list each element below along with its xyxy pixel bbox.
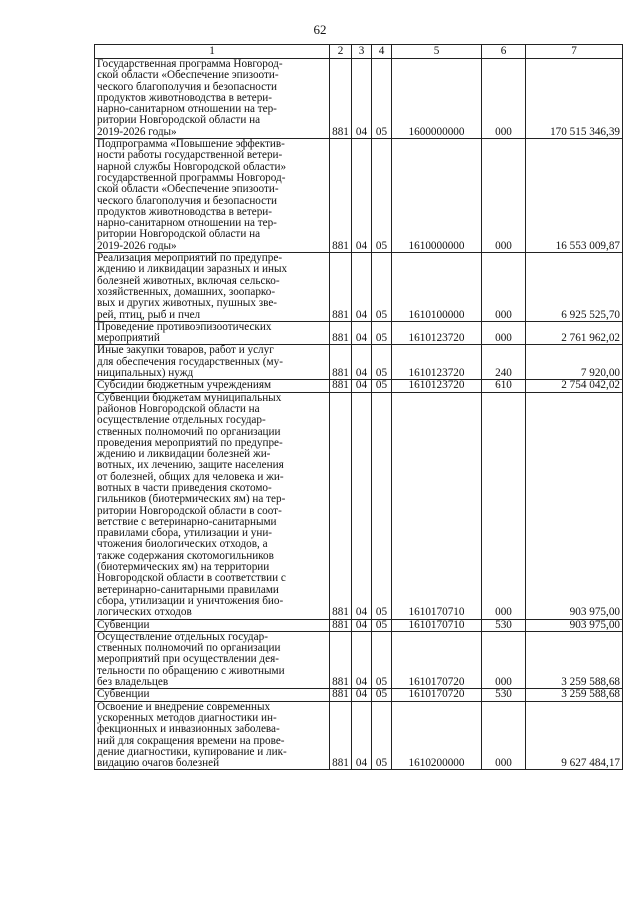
row-subsection: 05 (372, 689, 392, 701)
row-target-code: 1610170710 (392, 392, 482, 619)
row-section: 04 (352, 619, 372, 631)
header-col-2: 2 (330, 45, 352, 59)
row-name: Осуществление отдельных государ- ственных полномочий по организации мероприятий при осуществлении дея- тельности по обращению с животными без владельцев (95, 631, 330, 688)
row-section: 04 (352, 380, 372, 392)
header-row (95, 45, 623, 59)
row-target-code: 1600000000 (392, 59, 482, 139)
row-subsection: 05 (372, 392, 392, 619)
row-admin-code: 881 (330, 139, 352, 253)
row-section: 04 (352, 321, 372, 345)
header-col-1: 1 (95, 45, 330, 59)
header-col-3: 3 (352, 45, 372, 59)
row-target-code: 1610123720 (392, 345, 482, 380)
row-expense-type: 530 (482, 619, 526, 631)
table-row (95, 253, 623, 322)
row-admin-code: 881 (330, 253, 352, 322)
row-amount: 903 975,00 (526, 619, 623, 631)
table-row (95, 345, 623, 380)
table-row (95, 321, 623, 345)
row-target-code: 1610170720 (392, 689, 482, 701)
row-amount: 3 259 588,68 (526, 631, 623, 688)
row-amount: 2 761 962,02 (526, 321, 623, 345)
row-subsection: 05 (372, 321, 392, 345)
row-admin-code: 881 (330, 701, 352, 770)
row-amount: 903 975,00 (526, 392, 623, 619)
row-target-code: 1610123720 (392, 380, 482, 392)
row-admin-code: 881 (330, 380, 352, 392)
row-amount: 6 925 525,70 (526, 253, 623, 322)
row-name: Иные закупки товаров, работ и услуг для обеспечения государственных (му- ниципальных) нужд (95, 345, 330, 380)
table-row (95, 139, 623, 253)
header-col-5: 5 (392, 45, 482, 59)
row-subsection: 05 (372, 345, 392, 380)
header-col-6: 6 (482, 45, 526, 59)
row-amount: 9 627 484,17 (526, 701, 623, 770)
row-name: Освоение и внедрение современных ускоренных методов диагностики ин- фекционных и инвазионных заболева- ний для сокращения времени на прове- дение диагностики, купирование и лик- видацию очагов болезней (95, 701, 330, 770)
row-amount: 7 920,00 (526, 345, 623, 380)
row-section: 04 (352, 345, 372, 380)
row-name: Реализация мероприятий по предупре- ждению и ликвидации заразных и иных болезней животных, включая сельско- хозяйственных, домашних, зоопарко- вых и других животных, пушных зве- рей, птиц, рыб и пчел (95, 253, 330, 322)
row-admin-code: 881 (330, 321, 352, 345)
row-section: 04 (352, 689, 372, 701)
row-subsection: 05 (372, 631, 392, 688)
row-admin-code: 881 (330, 345, 352, 380)
row-amount: 16 553 009,87 (526, 139, 623, 253)
row-target-code: 1610170720 (392, 631, 482, 688)
budget-table (94, 44, 623, 770)
row-name: Подпрограмма «Повышение эффектив- ности работы государственной ветери- нарной службы Новгородской области» государственной программы Новгород- ской области «Обеспечение эпизооти- ческого благополучия и безопасности продуктов животноводства в ветери- нарно-санитарном отношении на тер- ритории Новгородской области на 2019-2026 годы» (95, 139, 330, 253)
row-expense-type: 000 (482, 631, 526, 688)
row-section: 04 (352, 701, 372, 770)
row-section: 04 (352, 392, 372, 619)
row-name: Субвенции бюджетам муниципальных районов Новгородской области на осуществление отдельных государ- ственных полномочий по организации проведения мероприятий по предупре- ждению и ликвидации болезней жи- вотных, их лечению, защите населения от болезней, общих для человека и жи- вотных в части приведения скотомо- гильников (биотермических ям) на тер- ритории Новгородской области в соот- ветствие с ветеринарно-санитарными правилами сбора, утилизации и уни- чтожения биологических отходов, а также содержания скотомогильников (биотермических ям) на территории Новгородской области в соответствии с ветеринарно-санитарными правилами сбора, утилизации и уничтожения био- логических отходов (95, 392, 330, 619)
row-name: Субвенции (95, 689, 330, 701)
row-subsection: 05 (372, 619, 392, 631)
row-subsection: 05 (372, 139, 392, 253)
row-expense-type: 000 (482, 59, 526, 139)
row-amount: 170 515 346,39 (526, 59, 623, 139)
row-admin-code: 881 (330, 392, 352, 619)
row-expense-type: 610 (482, 380, 526, 392)
row-section: 04 (352, 253, 372, 322)
row-target-code: 1610170710 (392, 619, 482, 631)
row-name: Субсидии бюджетным учреждениям (95, 380, 330, 392)
page-number: 62 (313, 22, 327, 37)
row-name: Государственная программа Новгород- ской области «Обеспечение эпизооти- ческого благополучия и безопасности продуктов животноводства в ветери- нарно-санитарном отношении на тер- ритории Новгородской области на 2019-2026 годы» (95, 59, 330, 139)
table-row (95, 59, 623, 139)
row-admin-code: 881 (330, 619, 352, 631)
row-admin-code: 881 (330, 631, 352, 688)
table-row (95, 631, 623, 688)
row-expense-type: 240 (482, 345, 526, 380)
row-expense-type: 000 (482, 139, 526, 253)
row-target-code: 1610200000 (392, 701, 482, 770)
header-col-4: 4 (372, 45, 392, 59)
row-section: 04 (352, 139, 372, 253)
row-expense-type: 000 (482, 253, 526, 322)
row-expense-type: 000 (482, 392, 526, 619)
row-target-code: 1610123720 (392, 321, 482, 345)
row-subsection: 05 (372, 253, 392, 322)
row-name: Проведение противоэпизоотических мероприятий (95, 321, 330, 345)
row-subsection: 05 (372, 59, 392, 139)
table-row (95, 392, 623, 619)
table-row (95, 701, 623, 770)
table-row (95, 689, 623, 701)
row-expense-type: 000 (482, 701, 526, 770)
row-amount: 3 259 588,68 (526, 689, 623, 701)
row-section: 04 (352, 631, 372, 688)
row-name: Субвенции (95, 619, 330, 631)
table-row (95, 619, 623, 631)
table-row (95, 380, 623, 392)
row-expense-type: 000 (482, 321, 526, 345)
row-admin-code: 881 (330, 689, 352, 701)
row-admin-code: 881 (330, 59, 352, 139)
row-target-code: 1610100000 (392, 253, 482, 322)
row-amount: 2 754 042,02 (526, 380, 623, 392)
row-target-code: 1610000000 (392, 139, 482, 253)
row-subsection: 05 (372, 380, 392, 392)
header-col-7: 7 (526, 45, 623, 59)
row-expense-type: 530 (482, 689, 526, 701)
row-section: 04 (352, 59, 372, 139)
row-subsection: 05 (372, 701, 392, 770)
